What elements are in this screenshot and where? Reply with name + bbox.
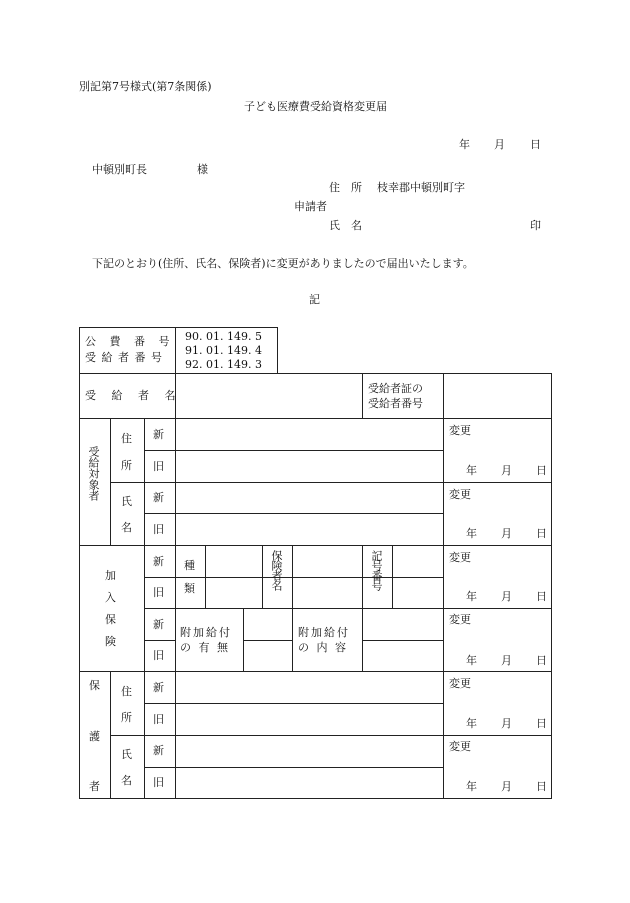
subject-name-label-2: 名 bbox=[121, 521, 132, 534]
change-label: 変更 bbox=[449, 424, 471, 437]
cert-label-line1: 受給者証の bbox=[368, 382, 423, 395]
change-label: 変更 bbox=[449, 613, 471, 626]
date-year: 年 bbox=[459, 138, 470, 151]
change-year: 年 bbox=[466, 590, 477, 603]
kind-label-2: 類 bbox=[184, 582, 195, 595]
subject-name-old-field[interactable] bbox=[177, 515, 442, 544]
guardian-address-label-1: 住 bbox=[121, 685, 132, 698]
change-year: 年 bbox=[466, 717, 477, 730]
change-day: 日 bbox=[536, 464, 547, 477]
applicant-name-label: 氏 名 bbox=[329, 219, 362, 232]
subject-address-old-field[interactable] bbox=[177, 452, 442, 481]
applicant-address-value: 枝幸郡中頓別町字 bbox=[377, 181, 465, 194]
change-day: 日 bbox=[536, 717, 547, 730]
guardian-name-old-field[interactable] bbox=[177, 769, 442, 797]
change-day: 日 bbox=[536, 590, 547, 603]
kind-new-field[interactable] bbox=[207, 547, 261, 576]
change-month: 月 bbox=[501, 654, 512, 667]
guardian-label-1: 保 bbox=[89, 679, 100, 692]
recipient-number-label: 受 給 者 番 号 bbox=[85, 351, 163, 364]
subject-name-label-1: 氏 bbox=[121, 495, 132, 508]
guardian-address-old: 旧 bbox=[153, 713, 164, 726]
target-person-label: 受給対象者 bbox=[87, 446, 100, 501]
date-day: 日 bbox=[530, 138, 541, 151]
change-month: 月 bbox=[501, 464, 512, 477]
guardian-name-new-field[interactable] bbox=[177, 737, 442, 766]
subject-name-new: 新 bbox=[153, 491, 164, 504]
guardian-address-label-2: 所 bbox=[121, 711, 132, 724]
change-day: 日 bbox=[536, 780, 547, 793]
change-day: 日 bbox=[536, 654, 547, 667]
subject-name-new-field[interactable] bbox=[177, 484, 442, 512]
change-day: 日 bbox=[536, 527, 547, 540]
subject-address-label-1: 住 bbox=[121, 432, 132, 445]
change-year: 年 bbox=[466, 527, 477, 540]
change-year: 年 bbox=[466, 780, 477, 793]
change-label: 変更 bbox=[449, 488, 471, 501]
symbol-new-field[interactable] bbox=[394, 547, 442, 576]
date-month: 月 bbox=[494, 138, 505, 151]
code-3: 92. 01. 149. 3 bbox=[185, 358, 262, 371]
insurance-new-2: 新 bbox=[153, 618, 164, 631]
seal-mark: 印 bbox=[530, 219, 541, 232]
cert-label-line2: 受給者番号 bbox=[368, 397, 423, 410]
applicant-role: 申請者 bbox=[294, 200, 327, 213]
guardian-name-new: 新 bbox=[153, 744, 164, 757]
addressee-honorific: 様 bbox=[197, 163, 208, 176]
subject-address-new: 新 bbox=[153, 428, 164, 441]
applicant-address-label: 住 所 bbox=[329, 181, 362, 194]
subject-address-label-2: 所 bbox=[121, 459, 132, 472]
extra-benefit-content-label-1: 附加給付 bbox=[298, 626, 350, 639]
insurance-label-3: 保 bbox=[105, 613, 116, 626]
insurer-old-field[interactable] bbox=[294, 579, 361, 607]
guardian-address-new-field[interactable] bbox=[177, 673, 442, 702]
insurance-old-2: 旧 bbox=[153, 649, 164, 662]
recipient-name-label: 受 給 者 名 bbox=[85, 389, 182, 402]
guardian-name-old: 旧 bbox=[153, 776, 164, 789]
guardian-name-label-1: 氏 bbox=[121, 748, 132, 761]
ki-mark: 記 bbox=[309, 293, 320, 306]
code-2: 91. 01. 149. 4 bbox=[185, 344, 262, 357]
insurance-label-1: 加 bbox=[105, 569, 116, 582]
subject-name-old: 旧 bbox=[153, 523, 164, 536]
subject-address-new-field[interactable] bbox=[177, 420, 442, 449]
cert-number-field[interactable] bbox=[445, 375, 550, 417]
insurance-label-4: 険 bbox=[105, 635, 116, 648]
kind-old-field[interactable] bbox=[207, 579, 261, 607]
change-month: 月 bbox=[501, 590, 512, 603]
extra-benefit-content-label-2: の 内 容 bbox=[298, 641, 348, 654]
change-label: 変更 bbox=[449, 551, 471, 564]
body-text: 下記のとおり(住所、氏名、保険者)に変更がありましたので届出いたします。 bbox=[92, 257, 474, 270]
insurer-new-field[interactable] bbox=[294, 547, 361, 576]
public-number-label: 公 費 番 号 bbox=[85, 335, 175, 348]
guardian-label-3: 者 bbox=[89, 780, 100, 793]
insurance-old-1: 旧 bbox=[153, 586, 164, 599]
insurance-new-1: 新 bbox=[153, 555, 164, 568]
insurance-label-2: 入 bbox=[105, 591, 116, 604]
code-1: 90. 01. 149. 5 bbox=[185, 330, 262, 343]
form-title: 子ども医療費受給資格変更届 bbox=[244, 100, 387, 113]
change-month: 月 bbox=[501, 717, 512, 730]
form-number: 別記第7号様式(第7条関係) bbox=[79, 80, 212, 93]
change-month: 月 bbox=[501, 780, 512, 793]
change-year: 年 bbox=[466, 464, 477, 477]
symbol-old-field[interactable] bbox=[394, 579, 442, 607]
guardian-name-label-2: 名 bbox=[121, 774, 132, 787]
change-label: 変更 bbox=[449, 740, 471, 753]
subject-address-old: 旧 bbox=[153, 460, 164, 473]
guardian-address-old-field[interactable] bbox=[177, 705, 442, 734]
insurer-name-label: 保険者名 bbox=[270, 550, 283, 590]
addressee-name: 中頓別町長 bbox=[92, 163, 147, 176]
kind-label-1: 種 bbox=[184, 559, 195, 572]
guardian-label-2: 護 bbox=[89, 730, 100, 743]
change-label: 変更 bbox=[449, 677, 471, 690]
recipient-name-field[interactable] bbox=[177, 375, 361, 417]
extra-benefit-presence-label-2: の 有 無 bbox=[180, 641, 230, 654]
guardian-address-new: 新 bbox=[153, 681, 164, 694]
symbol-number-label: 記号番号 bbox=[370, 550, 383, 590]
change-year: 年 bbox=[466, 654, 477, 667]
extra-benefit-presence-label-1: 附加給付 bbox=[180, 626, 232, 639]
change-month: 月 bbox=[501, 527, 512, 540]
